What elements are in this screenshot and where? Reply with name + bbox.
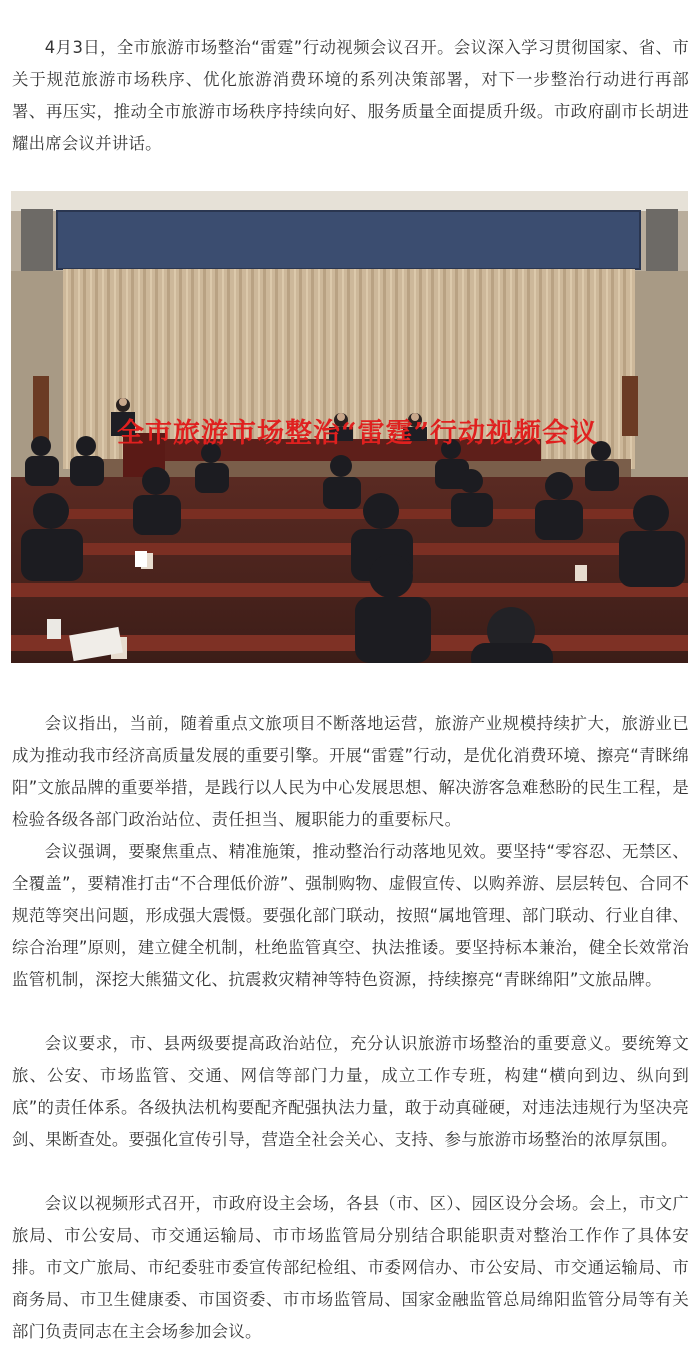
intro-paragraph: 4月3日，全市旅游市场整治“雷霆”行动视频会议召开。会议深入学习贯彻国家、省、市关于规范旅游市场秩序、优化旅游消费环境的系列决策部署，对下一步整治行动进行再部署、再压实，推动全市旅游市场秩序持续向好、服务质量全面提质升级。市政府副市长胡进耀出席会议并讲话。 xyxy=(12,38,689,153)
body-paragraph-3: 会议要求，市、县两级要提高政治站位，充分认识旅游市场整治的重要意义。要统筹文旅、公安、市场监管、交通、网信等部门力量，成立工作专班，构建“横向到边、纵向到底”的责任体系。各级执法机构要配齐配强执法力量，敢于动真碰硬，对违法违规行为坚决亮剑、果断查处。要强化宣传引导，营造全社会关心、支持、参与旅游市场整治的浓厚氛围。 xyxy=(12,1034,689,1149)
meeting-photo xyxy=(11,191,688,663)
body-paragraph-2: 会议强调，要聚焦重点、精准施策，推动整治行动落地见效。要坚持“零容忍、无禁区、全覆盖”，要精准打击“不合理低价游”、强制购物、虚假宣传、以购养游、层层转包、合同不规范等突出问题，形成强大震慑。要强化部门联动，按照“属地管理、部门联动、行业自律、综合治理”原则，建立健全机制，杜绝监管真空、执法推诿。要坚持标本兼治，健全长效常治监管机制，深挖大熊猫文化、抗震救灾精神等特色资源，持续擦亮“青眯绵阳”文旅品牌。 xyxy=(12,842,689,989)
body-paragraph-1: 会议指出，当前，随着重点文旅项目不断落地运营，旅游产业规模持续扩大，旅游业已成为推动我市经济高质量发展的重要引擎。开展“雷霆”行动，是优化消费环境、擦亮“青眯绵阳”文旅品牌的重要举措，是践行以人民为中心发展思想、解决游客急难愁盼的民生工程，是检验各级各部门政治站位、责任担当、履职能力的重要标尺。 xyxy=(12,714,689,829)
banner-title: 全市旅游市场整治“雷霆”行动视频会议 xyxy=(116,417,599,449)
body-paragraph-4: 会议以视频形式召开，市政府设主会场，各县（市、区）、园区设分会场。会上，市文广旅局、市公安局、市交通运输局、市市场监管局分别结合职能职责对整治工作作了具体安排。市文广旅局、市纪委驻市委宣传部纪检组、市委网信办、市公安局、市交通运输局、市商务局、市卫生健康委、市国资委、市市场监管局、国家金融监管总局绵阳监管分局等有关部门负责同志在主会场参加会议。 xyxy=(12,1194,689,1341)
